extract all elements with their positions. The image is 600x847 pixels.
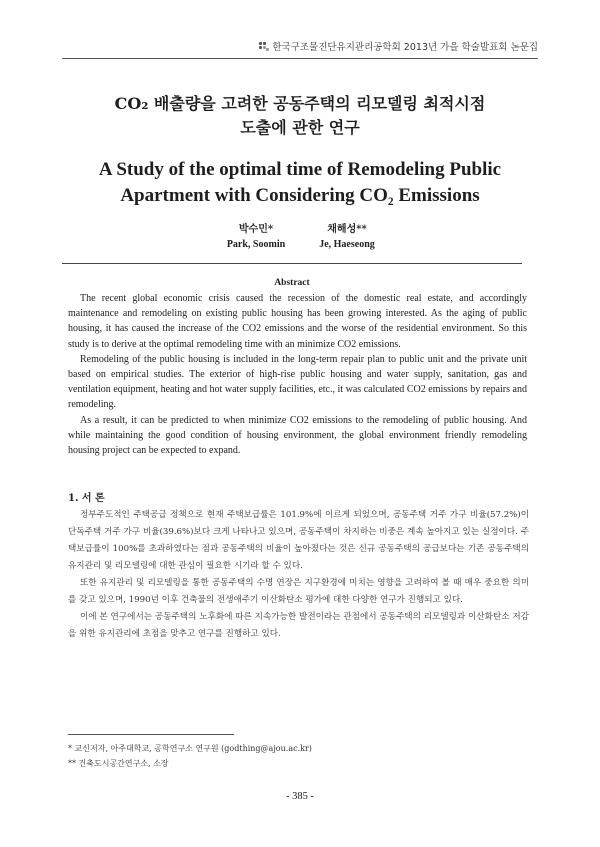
abstract-paragraph: The recent global economic crisis caused the recession of the domestic real estate, and accordingly maintenance and remodeling on existing public housing has been growing interested. As the aging of public housing, it has caused the increase of the CO2 emissions and the worse of the residential environment. So this study is to derive at the optimal remodeling time with an minimize CO2 emissions. <box>68 293 527 350</box>
english-title-line-2: Apartment with Considering CO₂ Emissions <box>120 185 480 206</box>
english-title-line-1: A Study of the optimal time of Remodeling Public <box>98 159 502 180</box>
footnote-divider <box>68 734 234 735</box>
page-header <box>259 39 538 53</box>
section-heading-introduction: 1. 서 론 <box>68 493 105 504</box>
society-logo-icon <box>259 42 269 51</box>
author-1 <box>206 222 306 252</box>
author-2-name-kr: 채해성** <box>327 224 367 235</box>
abstract-paragraph: As a result, it can be predicted to when minimize CO2 emissions to the remodeling of public housing. And while maintaining the good condition of housing environment, the global environment friendly remodeling housing project can be expected to expand. <box>68 414 527 457</box>
korean-title <box>62 92 538 140</box>
footnote-corresponding-author: * 교신저자, 아주대학교, 공학연구소 연구원 (godthing@ajou.ac.kr) <box>68 744 312 753</box>
author-2 <box>297 222 397 252</box>
english-title <box>62 157 538 209</box>
page-number: - 385 - <box>286 791 314 802</box>
author-divider <box>62 263 522 264</box>
header-text: 한국구조물진단유지관리공학회 2013년 가을 학술발표회 논문집 <box>272 42 538 53</box>
author-list <box>0 222 600 262</box>
header-divider <box>62 58 538 59</box>
body-paragraph: 또한 유지관리 및 리모델링을 통한 공동주택의 수명 연장은 지구환경에 미치는 영향을 고려하여 볼 때 매우 중요한 의미를 갖고 있으며, 1990년 이후 건축물의 전생애주기 이산화탄소 평가에 대한 다양한 연구가 진행되고 있다. <box>68 578 529 605</box>
footnotes <box>68 741 538 771</box>
author-1-name-en: Park, Soomin <box>226 239 286 250</box>
author-1-name-kr: 박수민* <box>238 224 274 235</box>
abstract-body <box>68 291 527 458</box>
footnote-second-author: ** 건축도시공간연구소, 소장 <box>68 759 169 768</box>
abstract-paragraph: Remodeling of the public housing is included in the long-term repair plan to public unit and the private unit based on empirical studies. The exterior of high-rise public housing and water supply, sanitation, gas and ventilation equipment, heating and hot water supply facilities, etc., it was calculated CO2 emissions by repairs and remodeling. <box>68 353 527 411</box>
korean-title-line-1: CO₂ 배출량을 고려한 공동주택의 리모델링 최적시점 <box>114 94 486 113</box>
introduction-body <box>68 507 529 643</box>
body-paragraph: 이에 본 연구에서는 공동주택의 노후화에 따른 지속가능한 발전이라는 관점에서 공동주택의 리모델링과 이산화탄소 저감을 위한 유지관리에 초점을 맞추고 연구를 진행하고 있다. <box>68 612 529 639</box>
korean-title-line-2: 도출에 관한 연구 <box>240 118 360 137</box>
abstract-heading: Abstract <box>274 278 310 288</box>
author-2-name-en: Je, Haeseong <box>319 239 375 250</box>
body-paragraph: 정부주도적인 주택공급 정책으로 현재 주택보급률은 101.9%에 이르게 되었으며, 공동주택 거주 가구 비율(57.2%)이 단독주택 거주 가구 비율(39.6%)보다 크게 나타나고 있으며, 공동주택이 차지하는 비중은 계속 높아지고 있는 실정이다. 주택보급률이 100%를 초과하였다는 점과 공동주택의 비율이 높아졌다는 것은 신규 공동주택의 공급보다는 기존 공동주택의 유지관리 및 리모델링에 대한 관심이 필요한 시기라 할 수 있다. <box>68 510 529 571</box>
